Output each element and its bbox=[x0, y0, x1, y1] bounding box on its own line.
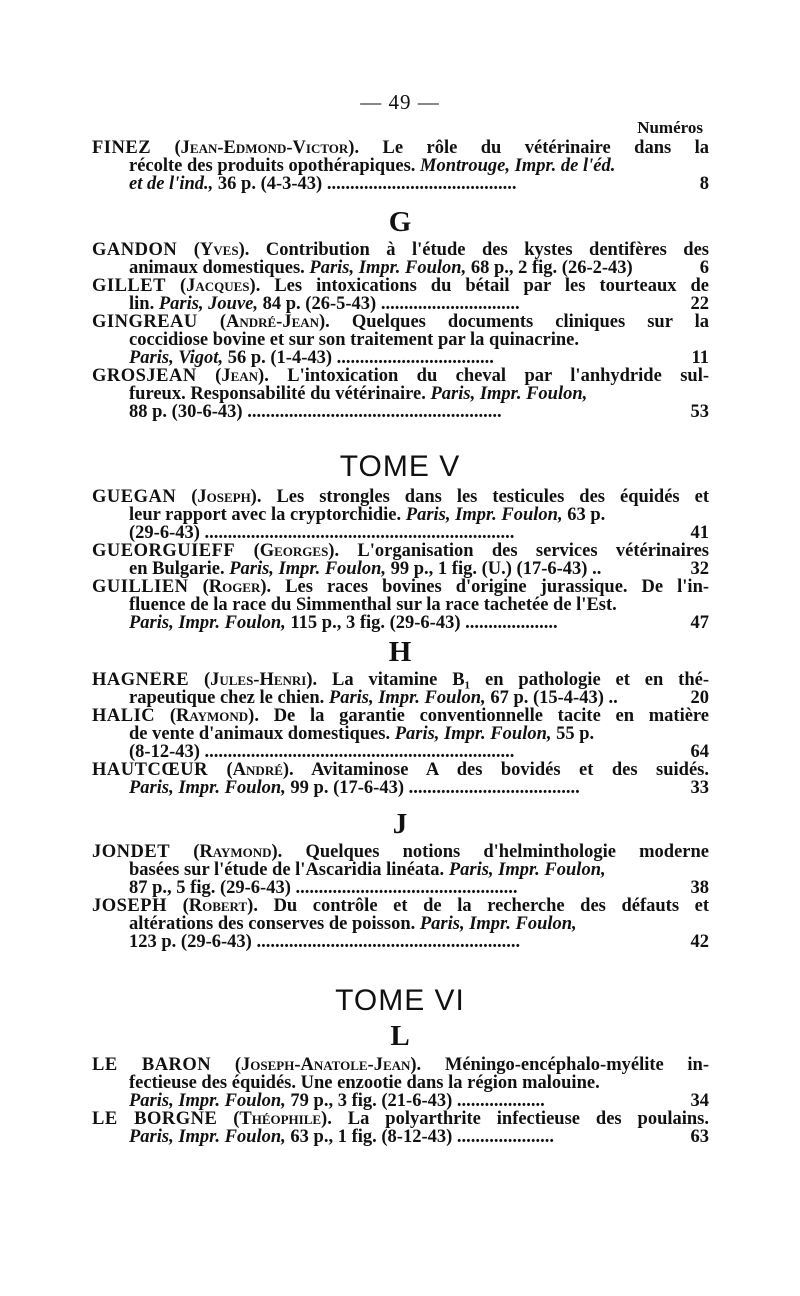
entry-grosjean: GROSJEAN (Jean). L'intoxication du cheval par l'anhydride sul- fureux. Responsabilité du vétérinaire. Paris, Impr. Foulon, 88 p. (30-6-43) ....................................................... 53 bbox=[92, 367, 709, 422]
entry-number: 22 bbox=[690, 294, 709, 314]
entry-hautcoeur: HAUTCŒUR (André). Avitaminose A des bovidés et des suidés. Paris, Impr. Foulon, 99 p. (17-6-43) ..................................... 33 bbox=[92, 761, 709, 798]
entry-number: 11 bbox=[691, 348, 709, 368]
entry-le-borgne: LE BORGNE (Théophile). La polyarthrite infectieuse des poulains. Paris, Impr. Foulon, 63 p., 1 fig. (8-12-43) ..................... 63 bbox=[92, 1110, 709, 1147]
entry-guillien: GUILLIEN (Roger). Les races bovines d'origine jurassique. De l'in- fluence de la race du Simmenthal sur la race tachetée de l'Est. Paris, Impr. Foulon, 115 p., 3 fig. (29-6-43) .................... 47 bbox=[92, 578, 709, 633]
entry-hagnere: HAGNÈRE (Jules-Henri). La vitamine B₁ en pathologie et en thé- rapeutique chez le chien. Paris, Impr. Foulon, 67 p. (15-4-43) .. 20 bbox=[92, 671, 709, 708]
entry-number: 47 bbox=[690, 613, 709, 633]
entry-number: 20 bbox=[690, 688, 709, 708]
entry-number: 38 bbox=[690, 878, 709, 898]
section-tome-v: TOME V bbox=[339, 450, 461, 483]
entry-joseph: JOSEPH (Robert). Du contrôle et de la recherche des défauts et altérations des conserves de poisson. Paris, Impr. Foulon, 123 p. (29-6-43) ......................................................... 42 bbox=[92, 897, 709, 952]
entry-number: 64 bbox=[690, 742, 709, 762]
author-name: FINEZ bbox=[92, 139, 152, 157]
section-tome-vi: TOME VI bbox=[335, 984, 465, 1017]
entry-halic: HALIC (Raymond). De la garantie conventionnelle tacite en matière de vente d'animaux domestiques. Paris, Impr. Foulon, 55 p. (8-12-43) ................................................................... 64 bbox=[92, 707, 709, 762]
entry-gillet: GILLET (Jacques). Les intoxications du bétail par les tourteaux de lin. Paris, Jouve, 84 p. (26-5-43) .............................. 22 bbox=[92, 277, 709, 314]
numbers-column-header: Numéros bbox=[637, 118, 703, 137]
section-letter-g: G bbox=[388, 206, 412, 238]
entry-number: 32 bbox=[690, 559, 709, 579]
entry-gueorguieff: GUEORGUIEFF (Georges). L'organisation des services vétérinaires en Bulgarie. Paris, Impr. Foulon, 99 p., 1 fig. (U.) (17-6-43) .. 32 bbox=[92, 542, 709, 579]
entry-number: 42 bbox=[690, 932, 709, 952]
entry-number: 53 bbox=[690, 402, 709, 422]
entry-number: 41 bbox=[690, 523, 709, 543]
entry-number: 33 bbox=[690, 778, 709, 798]
section-letter-j: J bbox=[392, 808, 408, 840]
entry-finez: FINEZ (Jean-Edmond-Victor). Le rôle du vétérinaire dans la récolte des produits opothérapiques. Montrouge, Impr. de l'éd. et de l'ind., 36 p. (4-3-43) ......................................... 8 bbox=[92, 139, 709, 194]
entry-guegan: GUEGAN (Joseph). Les strongles dans les testicules des équidés et leur rapport avec la cryptorchidie. Paris, Impr. Foulon, 63 p. (29-6-43) ................................................................... 41 bbox=[92, 488, 709, 543]
entry-jondet: JONDET (Raymond). Quelques notions d'helminthologie moderne basées sur l'étude de l'Ascaridia linéata. Paris, Impr. Foulon, 87 p., 5 fig. (29-6-43) ................................................ 38 bbox=[92, 843, 709, 898]
entry-number: 6 bbox=[699, 258, 709, 278]
entry-number: 63 bbox=[690, 1127, 709, 1147]
entry-number: 34 bbox=[690, 1091, 709, 1111]
entry-number: 8 bbox=[699, 174, 709, 194]
section-letter-l: L bbox=[390, 1020, 410, 1052]
page-number: — 49 — bbox=[360, 90, 440, 114]
entry-le-baron: LE BARON (Joseph-Anatole-Jean). Méningo-encéphalo-myélite in- fectieuse des équidés. Une enzootie dans la région malouine. Paris, Impr. Foulon, 79 p., 3 fig. (21-6-43) ................... 34 bbox=[92, 1056, 709, 1111]
section-letter-h: H bbox=[388, 636, 412, 668]
author-given: (Jean-Edmond-Victor). bbox=[174, 139, 360, 157]
entry-gandon: GANDON (Yves). Contribution à l'étude des kystes dentifères des animaux domestiques. Paris, Impr. Foulon, 68 p., 2 fig. (26-2-43) 6 bbox=[92, 241, 709, 278]
entry-gingreau: GINGREAU (André-Jean). Quelques documents cliniques sur la coccidiose bovine et sur son traitement par la quinacrine. Paris, Vigot, 56 p. (1-4-43) .................................. 11 bbox=[92, 313, 709, 368]
